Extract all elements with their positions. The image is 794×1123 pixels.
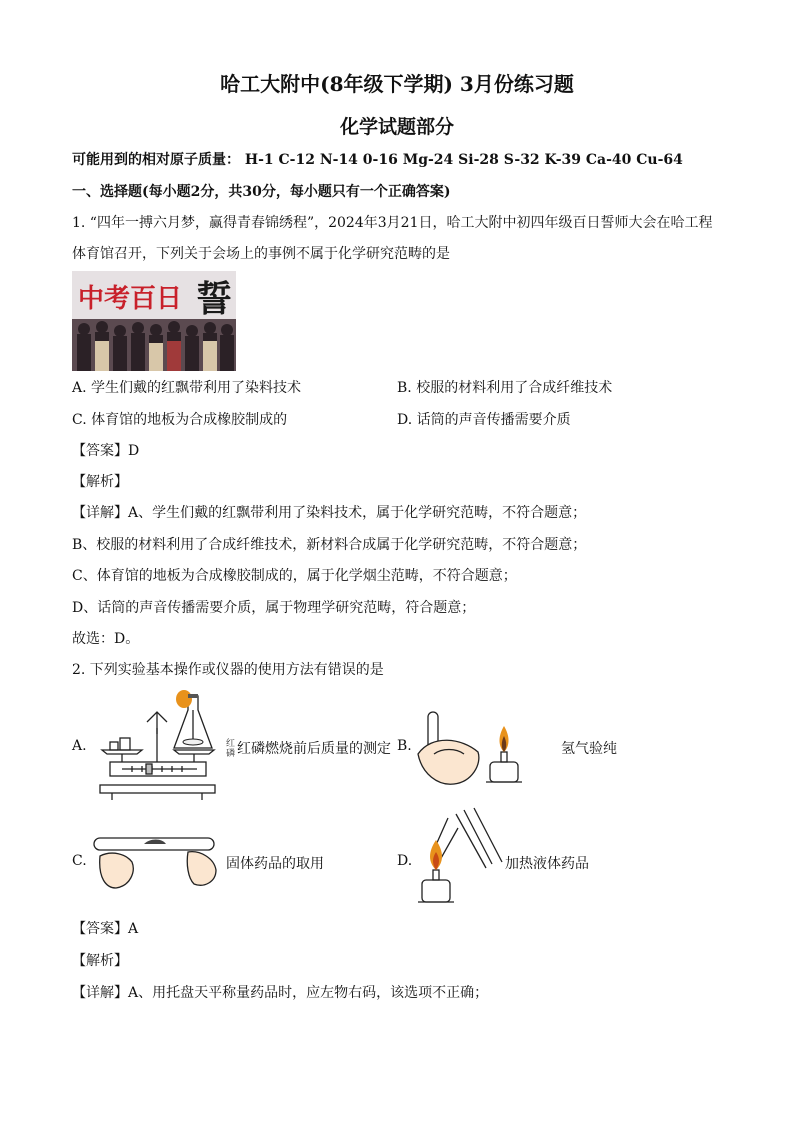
q1-line-c: C、体育馆的地板为合成橡胶制成的，属于化学烟尘范畴，不符合题意； [72,568,517,584]
q1-option-c: C. 体育馆的地板为合成橡胶制成的 [72,412,288,428]
solid-reagent-figure [92,828,222,898]
q1-line-b: B、校服的材料利用了合成纤维技术，新材料合成属于化学研究范畴，不符合题意； [72,537,587,553]
q2-fig-d-caption: 加热液体药品 [505,856,589,872]
rally-photo [72,271,236,371]
page-subtitle: 化学试题部分 [339,116,454,138]
hydrogen-test-figure [412,708,542,794]
q2-answer: 【答案】A [72,921,139,937]
q1-option-b: B. 校服的材料利用了合成纤维技术 [397,380,613,396]
q2-stem: 2. 下列实验基本操作或仪器的使用方法有错误的是 [72,662,384,678]
q2-analysis-heading: 【解析】 [72,953,128,969]
q1-line-d: D、话筒的声音传播需要介质，属于物理学研究范畴，符合题意； [72,600,476,616]
q2-fig-b-caption: 氢气验纯 [561,741,617,757]
q2-fig-b-letter: B. [397,738,412,754]
q2-fig-a-letter: A. [72,738,87,754]
q1-answer: 【答案】D [72,443,140,459]
q2-detail: 【详解】A、用托盘天平称量药品时，应左物右码，该选项不正确； [72,985,489,1001]
page-title: 哈工大附中(8年级下学期) 3月份练习题 [220,72,574,96]
heating-liquid-figure [414,806,506,918]
q1-detail: 【详解】A、学生们戴的红飘带利用了染料技术，属于化学研究范畴，不符合题意； [72,505,587,521]
balance-figure [92,690,222,809]
atomic-masses: 可能用到的相对原子质量： H-1 C-12 N-14 0-16 Mg-24 Si-28 S-32 K-39 Ca-40 Cu-64 [72,152,683,168]
q1-analysis-heading: 【解析】 [72,474,128,490]
photo-banner-char: 誓 [196,278,233,320]
q2-fig-d-letter: D. [397,853,413,869]
q1-stem-line2: 体育馆召开，下列关于会场上的事例不属于化学研究范畴的是 [72,246,450,262]
q1-conclusion: 故选：D。 [72,631,140,647]
q2-fig-a-caption: 红磷燃烧前后质量的测定 [237,741,391,757]
q1-stem-line1: 1. “四年一搏六月梦，赢得青春锦绣程”，2024年3月21日，哈工大附中初四年级百日誓师大会在哈工程 [72,215,713,231]
q1-option-a: A. 学生们戴的红飘带利用了染料技术 [72,380,302,396]
q1-option-d: D. 话筒的声音传播需要介质 [397,412,571,428]
section-heading: 一、选择题(每小题2分，共30分，每小题只有一个正确答案) [72,184,451,200]
photo-banner-text: 中考百日 [78,284,183,314]
q2-fig-c-letter: C. [72,853,87,869]
q2-fig-c-caption: 固体药品的取用 [226,856,324,872]
q2-fig-a-small-label: 红磷 [226,739,236,759]
